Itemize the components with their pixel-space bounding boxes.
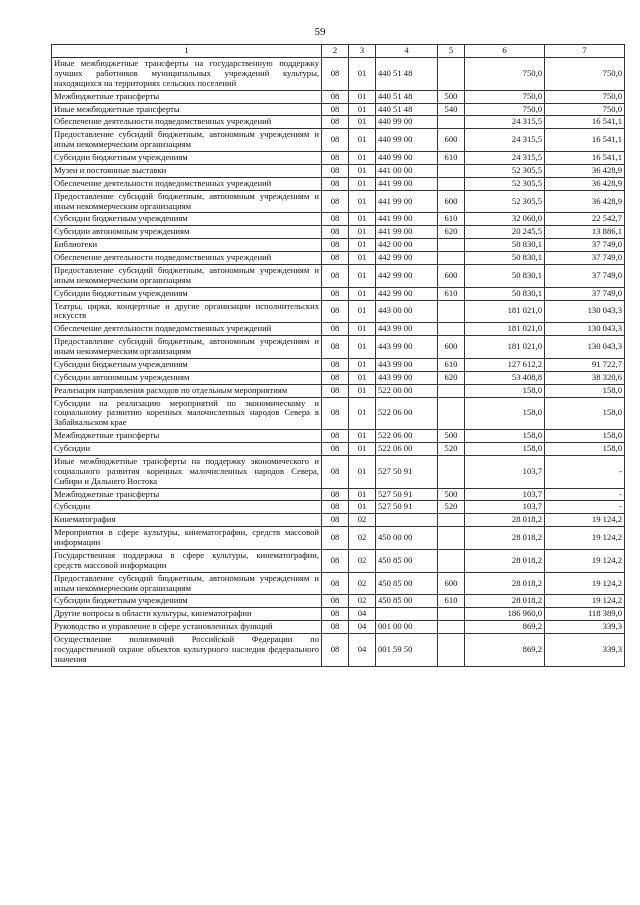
table-row [52, 287, 625, 300]
row-name: Межбюджетные трансферты [52, 90, 322, 103]
table-body [52, 58, 625, 667]
row-subsection: 02 [349, 595, 376, 608]
row-amount-col7: 37 749,0 [545, 264, 625, 287]
row-subsection: 01 [349, 397, 376, 430]
row-amount-col6: 158,0 [465, 397, 545, 430]
row-section: 08 [322, 152, 349, 165]
header-col-4: 4 [376, 45, 438, 58]
row-section: 08 [322, 252, 349, 265]
row-amount-col6: 52 305,5 [465, 177, 545, 190]
row-amount-col6: 181 021,0 [465, 336, 545, 359]
row-subsection: 01 [349, 287, 376, 300]
row-name: Обеспечение деятельности подведомственных учреждений [52, 323, 322, 336]
row-amount-col7: 19 124,2 [545, 549, 625, 572]
row-amount-col6: 158,0 [465, 384, 545, 397]
row-section: 08 [322, 384, 349, 397]
table-row [52, 488, 625, 501]
row-subsection: 01 [349, 358, 376, 371]
row-subsection: 01 [349, 103, 376, 116]
row-name: Субсидии бюджетным учреждениям [52, 152, 322, 165]
row-section: 08 [322, 527, 349, 550]
row-name: Субсидии бюджетным учреждениям [52, 213, 322, 226]
table-row [52, 371, 625, 384]
row-amount-col7: 130 043,3 [545, 336, 625, 359]
row-amount-col7: 37 749,0 [545, 287, 625, 300]
row-name: Предоставление субсидий бюджетным, автономным учреждениям и иным некоммерческим организациям [52, 572, 322, 595]
row-subsection: 01 [349, 226, 376, 239]
row-expense-type [438, 58, 465, 91]
row-section: 08 [322, 213, 349, 226]
row-section: 08 [322, 287, 349, 300]
row-section: 08 [322, 129, 349, 152]
row-subsection: 02 [349, 514, 376, 527]
row-subsection: 04 [349, 634, 376, 667]
row-amount-col6: 53 408,8 [465, 371, 545, 384]
row-subsection: 01 [349, 455, 376, 488]
row-expense-type [438, 164, 465, 177]
table-row [52, 430, 625, 443]
table-row [52, 608, 625, 621]
row-subsection: 01 [349, 239, 376, 252]
table-row [52, 252, 625, 265]
row-amount-col7: 750,0 [545, 103, 625, 116]
row-amount-col6: 52 305,5 [465, 190, 545, 213]
row-name: Предоставление субсидий бюджетным, автономным учреждениям и иным некоммерческим организациям [52, 190, 322, 213]
row-expense-type [438, 621, 465, 634]
row-section: 08 [322, 549, 349, 572]
row-target-article: 522 06 00 [376, 397, 438, 430]
row-subsection: 02 [349, 549, 376, 572]
row-name: Предоставление субсидий бюджетным, автономным учреждениям и иным некоммерческим организациям [52, 129, 322, 152]
row-name: Предоставление субсидий бюджетным, автономным учреждениям и иным некоммерческим организациям [52, 336, 322, 359]
table-row [52, 116, 625, 129]
row-amount-col6: 158,0 [465, 443, 545, 456]
row-target-article [376, 608, 438, 621]
row-amount-col6: 50 830,1 [465, 239, 545, 252]
row-amount-col6: 20 245,5 [465, 226, 545, 239]
row-target-article: 441 99 00 [376, 213, 438, 226]
row-expense-type [438, 527, 465, 550]
row-amount-col7: 36 428,9 [545, 177, 625, 190]
row-target-article: 443 00 00 [376, 300, 438, 323]
row-expense-type [438, 634, 465, 667]
row-amount-col7: 158,0 [545, 443, 625, 456]
row-amount-col7: 16 541,1 [545, 152, 625, 165]
row-section: 08 [322, 634, 349, 667]
row-subsection: 01 [349, 430, 376, 443]
row-target-article: 443 99 00 [376, 323, 438, 336]
row-target-article: 440 51 48 [376, 103, 438, 116]
row-amount-col6: 28 018,2 [465, 595, 545, 608]
row-section: 08 [322, 430, 349, 443]
table-header-row [52, 45, 625, 58]
table-row [52, 226, 625, 239]
row-section: 08 [322, 116, 349, 129]
row-amount-col7: 339,3 [545, 621, 625, 634]
row-name: Субсидии бюджетным учреждениям [52, 287, 322, 300]
row-section: 08 [322, 336, 349, 359]
row-target-article: 527 50 91 [376, 501, 438, 514]
row-name: Библиотеки [52, 239, 322, 252]
row-amount-col7: 339,3 [545, 634, 625, 667]
row-expense-type [438, 455, 465, 488]
row-expense-type: 520 [438, 443, 465, 456]
row-expense-type: 610 [438, 595, 465, 608]
row-target-article: 441 99 00 [376, 226, 438, 239]
row-section: 08 [322, 371, 349, 384]
row-name: Межбюджетные трансферты [52, 488, 322, 501]
row-name: Государственная поддержка в сфере культуры, кинематографии, средств массовой информации [52, 549, 322, 572]
row-subsection: 02 [349, 572, 376, 595]
row-amount-col7: 36 428,9 [545, 164, 625, 177]
row-subsection: 01 [349, 371, 376, 384]
row-name: Осуществление полномочий Российской Федерации по государственной охране объектов культурного наследия федерального значения [52, 634, 322, 667]
row-amount-col7: 19 124,2 [545, 527, 625, 550]
row-amount-col7: 16 541,1 [545, 116, 625, 129]
row-name: Иные межбюджетные трансферты [52, 103, 322, 116]
row-subsection: 01 [349, 323, 376, 336]
row-target-article: 443 99 00 [376, 371, 438, 384]
row-subsection: 01 [349, 177, 376, 190]
row-subsection: 01 [349, 190, 376, 213]
row-expense-type [438, 177, 465, 190]
row-section: 08 [322, 608, 349, 621]
table-row [52, 501, 625, 514]
row-subsection: 01 [349, 164, 376, 177]
row-expense-type [438, 116, 465, 129]
row-target-article: 450 85 00 [376, 572, 438, 595]
row-subsection: 01 [349, 264, 376, 287]
budget-table [51, 44, 625, 667]
row-amount-col7: 38 320,6 [545, 371, 625, 384]
row-target-article: 440 51 48 [376, 58, 438, 91]
row-expense-type [438, 608, 465, 621]
row-name: Иные межбюджетные трансферты на поддержку экономического и социального развития коренных малочисленных народов Севера, Сибири и Дальнего Востока [52, 455, 322, 488]
row-target-article: 443 99 00 [376, 358, 438, 371]
row-expense-type: 520 [438, 501, 465, 514]
row-amount-col6: 181 021,0 [465, 300, 545, 323]
row-amount-col6: 750,0 [465, 58, 545, 91]
row-expense-type [438, 514, 465, 527]
row-section: 08 [322, 190, 349, 213]
row-amount-col7: 158,0 [545, 384, 625, 397]
row-section: 08 [322, 397, 349, 430]
table-row [52, 621, 625, 634]
row-amount-col7: 19 124,2 [545, 572, 625, 595]
row-expense-type [438, 397, 465, 430]
row-name: Театры, цирки, концертные и другие организации исполнительских искусств [52, 300, 322, 323]
row-section: 08 [322, 621, 349, 634]
row-target-article: 450 85 00 [376, 595, 438, 608]
row-section: 08 [322, 455, 349, 488]
table-row [52, 527, 625, 550]
header-col-1: 1 [52, 45, 322, 58]
row-name: Субсидии [52, 501, 322, 514]
row-amount-col7: 158,0 [545, 397, 625, 430]
row-amount-col7: 37 749,0 [545, 239, 625, 252]
row-subsection: 01 [349, 252, 376, 265]
row-section: 08 [322, 501, 349, 514]
header-col-7: 7 [545, 45, 625, 58]
row-amount-col6: 750,0 [465, 90, 545, 103]
row-amount-col7: 22 542,7 [545, 213, 625, 226]
row-amount-col6: 28 018,2 [465, 514, 545, 527]
row-name: Обеспечение деятельности подведомственных учреждений [52, 177, 322, 190]
row-subsection: 01 [349, 90, 376, 103]
row-amount-col7: 16 541,1 [545, 129, 625, 152]
table-row [52, 129, 625, 152]
row-name: Руководство и управление в сфере установленных функций [52, 621, 322, 634]
row-expense-type: 610 [438, 152, 465, 165]
row-section: 08 [322, 226, 349, 239]
row-section: 08 [322, 595, 349, 608]
row-expense-type: 600 [438, 336, 465, 359]
row-expense-type: 600 [438, 129, 465, 152]
row-section: 08 [322, 239, 349, 252]
header-col-5: 5 [438, 45, 465, 58]
row-expense-type [438, 323, 465, 336]
row-subsection: 01 [349, 152, 376, 165]
row-section: 08 [322, 103, 349, 116]
row-amount-col6: 28 018,2 [465, 572, 545, 595]
row-name: Иные межбюджетные трансферты на государственную поддержку лучших работников муниципальных учреждений культуры, находящихся на территориях сельских поселений [52, 58, 322, 91]
row-amount-col7: 36 428,9 [545, 190, 625, 213]
table-row [52, 572, 625, 595]
row-amount-col7: 13 886,1 [545, 226, 625, 239]
page-number: 59 [314, 26, 326, 38]
row-target-article: 443 99 00 [376, 336, 438, 359]
row-name: Субсидии бюджетным учреждениям [52, 358, 322, 371]
row-section: 08 [322, 572, 349, 595]
table-row [52, 264, 625, 287]
table-row [52, 443, 625, 456]
row-subsection: 04 [349, 621, 376, 634]
row-amount-col7: 130 043,3 [545, 300, 625, 323]
row-subsection: 01 [349, 129, 376, 152]
row-amount-col7: 750,0 [545, 90, 625, 103]
row-amount-col6: 158,0 [465, 430, 545, 443]
row-amount-col7: 19 124,2 [545, 514, 625, 527]
table-row [52, 213, 625, 226]
row-expense-type: 620 [438, 371, 465, 384]
row-target-article: 442 99 00 [376, 252, 438, 265]
header-col-6: 6 [465, 45, 545, 58]
header-col-2: 2 [322, 45, 349, 58]
table-row [52, 164, 625, 177]
row-section: 08 [322, 323, 349, 336]
row-amount-col6: 24 315,5 [465, 116, 545, 129]
header-col-3: 3 [349, 45, 376, 58]
row-expense-type: 610 [438, 358, 465, 371]
row-amount-col6: 50 830,1 [465, 252, 545, 265]
table-row [52, 190, 625, 213]
row-subsection: 02 [349, 527, 376, 550]
row-target-article: 442 99 00 [376, 287, 438, 300]
row-subsection: 01 [349, 300, 376, 323]
row-name: Обеспечение деятельности подведомственных учреждений [52, 116, 322, 129]
row-name: Субсидии бюджетным учреждениям [52, 595, 322, 608]
row-subsection: 01 [349, 336, 376, 359]
row-amount-col7: 130 043,3 [545, 323, 625, 336]
row-target-article: 441 99 00 [376, 190, 438, 213]
row-name: Другие вопросы в области культуры, кинематографии [52, 608, 322, 621]
row-expense-type [438, 252, 465, 265]
row-section: 08 [322, 358, 349, 371]
row-target-article: 440 51 48 [376, 90, 438, 103]
row-name: Реализация направления расходов по отдельным мероприятиям [52, 384, 322, 397]
row-subsection: 01 [349, 384, 376, 397]
row-name: Обеспечение деятельности подведомственных учреждений [52, 252, 322, 265]
row-expense-type: 500 [438, 430, 465, 443]
table-row [52, 358, 625, 371]
table-row [52, 58, 625, 91]
row-amount-col6: 103,7 [465, 488, 545, 501]
row-amount-col6: 24 315,5 [465, 152, 545, 165]
row-expense-type: 600 [438, 572, 465, 595]
row-name: Субсидии автономным учреждениям [52, 371, 322, 384]
row-expense-type: 500 [438, 90, 465, 103]
row-amount-col6: 869,2 [465, 634, 545, 667]
row-amount-col6: 181 021,0 [465, 323, 545, 336]
row-expense-type: 500 [438, 488, 465, 501]
row-expense-type [438, 549, 465, 572]
row-target-article: 442 00 00 [376, 239, 438, 252]
row-amount-col7: - [545, 455, 625, 488]
row-section: 08 [322, 514, 349, 527]
row-amount-col7: 37 749,0 [545, 252, 625, 265]
row-expense-type [438, 239, 465, 252]
row-name: Межбюджетные трансферты [52, 430, 322, 443]
row-expense-type [438, 300, 465, 323]
row-name: Предоставление субсидий бюджетным, автономным учреждениям и иным некоммерческим организациям [52, 264, 322, 287]
row-amount-col6: 186 960,0 [465, 608, 545, 621]
table-row [52, 103, 625, 116]
row-target-article: 450 85 00 [376, 549, 438, 572]
table-row [52, 514, 625, 527]
row-amount-col6: 50 830,1 [465, 287, 545, 300]
row-subsection: 01 [349, 213, 376, 226]
row-section: 08 [322, 300, 349, 323]
row-target-article: 522 06 00 [376, 430, 438, 443]
row-amount-col6: 52 305,5 [465, 164, 545, 177]
row-amount-col6: 28 018,2 [465, 549, 545, 572]
row-amount-col7: - [545, 488, 625, 501]
row-amount-col6: 50 830,1 [465, 264, 545, 287]
table-row [52, 397, 625, 430]
row-amount-col7: 750,0 [545, 58, 625, 91]
row-amount-col7: 19 124,2 [545, 595, 625, 608]
row-expense-type: 600 [438, 190, 465, 213]
row-target-article: 522 06 00 [376, 443, 438, 456]
row-amount-col6: 103,7 [465, 455, 545, 488]
row-subsection: 04 [349, 608, 376, 621]
row-name: Субсидии автономным учреждениям [52, 226, 322, 239]
table-row [52, 634, 625, 667]
row-section: 08 [322, 58, 349, 91]
row-target-article: 001 00 00 [376, 621, 438, 634]
row-target-article: 441 00 00 [376, 164, 438, 177]
row-amount-col6: 24 315,5 [465, 129, 545, 152]
row-amount-col6: 32 060,0 [465, 213, 545, 226]
row-target-article: 450 00 00 [376, 527, 438, 550]
row-amount-col6: 127 612,2 [465, 358, 545, 371]
row-subsection: 01 [349, 58, 376, 91]
table-row [52, 152, 625, 165]
row-expense-type: 610 [438, 213, 465, 226]
row-target-article: 527 50 91 [376, 455, 438, 488]
table-row [52, 336, 625, 359]
row-amount-col7: 118 389,0 [545, 608, 625, 621]
row-expense-type [438, 384, 465, 397]
row-target-article: 442 99 00 [376, 264, 438, 287]
table-row [52, 177, 625, 190]
row-section: 08 [322, 177, 349, 190]
row-amount-col7: 158,0 [545, 430, 625, 443]
row-amount-col7: 91 722,7 [545, 358, 625, 371]
table-row [52, 549, 625, 572]
table-row [52, 323, 625, 336]
table-row [52, 239, 625, 252]
row-name: Кинематография [52, 514, 322, 527]
row-expense-type: 600 [438, 264, 465, 287]
row-expense-type: 620 [438, 226, 465, 239]
row-expense-type: 540 [438, 103, 465, 116]
row-target-article: 441 99 00 [376, 177, 438, 190]
row-name: Субсидии [52, 443, 322, 456]
row-name: Мероприятия в сфере культуры, кинематографии, средств массовой информации [52, 527, 322, 550]
table-row [52, 300, 625, 323]
row-section: 08 [322, 164, 349, 177]
table-row [52, 455, 625, 488]
row-subsection: 01 [349, 488, 376, 501]
row-target-article: 440 99 00 [376, 116, 438, 129]
table-row [52, 384, 625, 397]
row-target-article: 001 59 50 [376, 634, 438, 667]
row-target-article: 440 99 00 [376, 152, 438, 165]
row-target-article: 522 00 00 [376, 384, 438, 397]
row-amount-col6: 28 018,2 [465, 527, 545, 550]
row-amount-col6: 103,7 [465, 501, 545, 514]
row-section: 08 [322, 90, 349, 103]
row-expense-type: 610 [438, 287, 465, 300]
row-amount-col6: 869,2 [465, 621, 545, 634]
row-name: Музеи и постоянные выставки [52, 164, 322, 177]
table-row [52, 90, 625, 103]
row-target-article: 527 50 91 [376, 488, 438, 501]
row-name: Субсидии на реализацию мероприятий по экономическому и социальному развитию коренных малочисленных народов Севера в Забайкальском крае [52, 397, 322, 430]
row-subsection: 01 [349, 443, 376, 456]
row-section: 08 [322, 443, 349, 456]
row-amount-col6: 750,0 [465, 103, 545, 116]
row-subsection: 01 [349, 116, 376, 129]
row-section: 08 [322, 264, 349, 287]
table-row [52, 595, 625, 608]
row-target-article: 440 99 00 [376, 129, 438, 152]
row-target-article [376, 514, 438, 527]
row-section: 08 [322, 488, 349, 501]
row-amount-col7: - [545, 501, 625, 514]
row-subsection: 01 [349, 501, 376, 514]
